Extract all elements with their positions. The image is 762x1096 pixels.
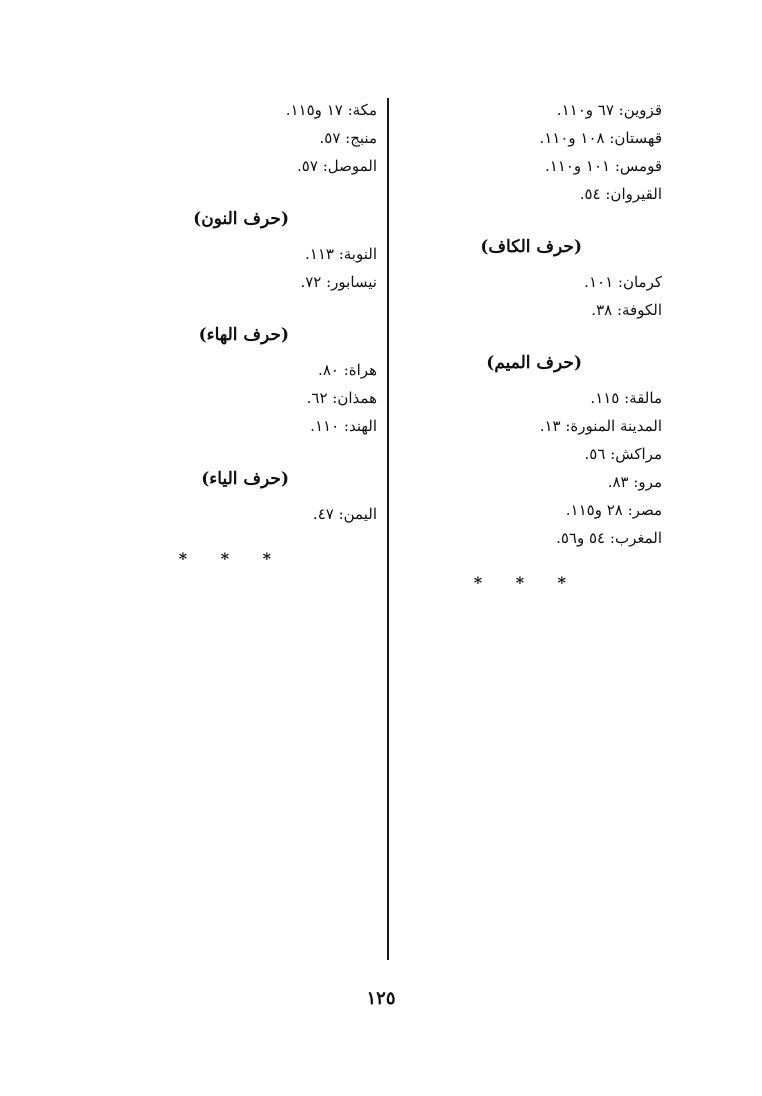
- index-entry: مكة: ١٧ و١١٥.: [285, 101, 377, 119]
- index-entry: اليمن: ٤٧.: [312, 505, 377, 523]
- index-entry: النوبة: ١١٣.: [304, 245, 377, 263]
- index-entry: مرو: ٨٣.: [607, 473, 662, 491]
- index-entry: المدينة المنورة: ١٣.: [539, 417, 662, 435]
- page-number: ١٢٥: [366, 988, 396, 1009]
- section-heading-mim: (حرف الميم): [486, 353, 582, 373]
- index-entry: قومس: ١٠١ و١١٠.: [544, 157, 662, 175]
- index-entry: الهند: ١١٠.: [310, 417, 377, 435]
- index-entry: الموصل: ٥٧.: [297, 157, 377, 175]
- section-end-stars: * * *: [473, 573, 580, 592]
- section-heading-kaf: (حرف الكاف): [480, 237, 582, 257]
- index-entry: القيروان: ٥٤.: [579, 185, 662, 203]
- index-entry: قهستان: ١٠٨ و١١٠.: [539, 129, 662, 147]
- section-end-stars: * * *: [178, 549, 285, 568]
- index-entry: مراكش: ٥٦.: [584, 445, 662, 463]
- index-entry: همذان: ٦٢.: [306, 389, 377, 407]
- index-entry: كرمان: ١٠١.: [584, 273, 662, 291]
- section-heading-nun: (حرف النون): [193, 209, 289, 229]
- right-column: [402, 96, 662, 596]
- index-entry: مالقة: ١١٥.: [590, 389, 662, 407]
- left-column: [117, 96, 377, 572]
- section-heading-ya: (حرف الياء): [201, 469, 289, 489]
- index-entry: نيسابور: ٧٢.: [300, 273, 377, 291]
- index-entry: هراة: ٨٠.: [318, 361, 377, 379]
- index-entry: قزوين: ٦٧ و١١٠.: [556, 101, 662, 119]
- section-heading-ha: (حرف الهاء): [198, 325, 289, 345]
- index-entry: مصر: ٢٨ و١١٥.: [565, 501, 662, 519]
- index-entry: المغرب: ٥٤ و٥٦.: [556, 529, 662, 547]
- index-entry: الكوفة: ٣٨.: [591, 301, 662, 319]
- column-divider: [387, 98, 389, 960]
- index-entry: منبج: ٥٧.: [319, 129, 377, 147]
